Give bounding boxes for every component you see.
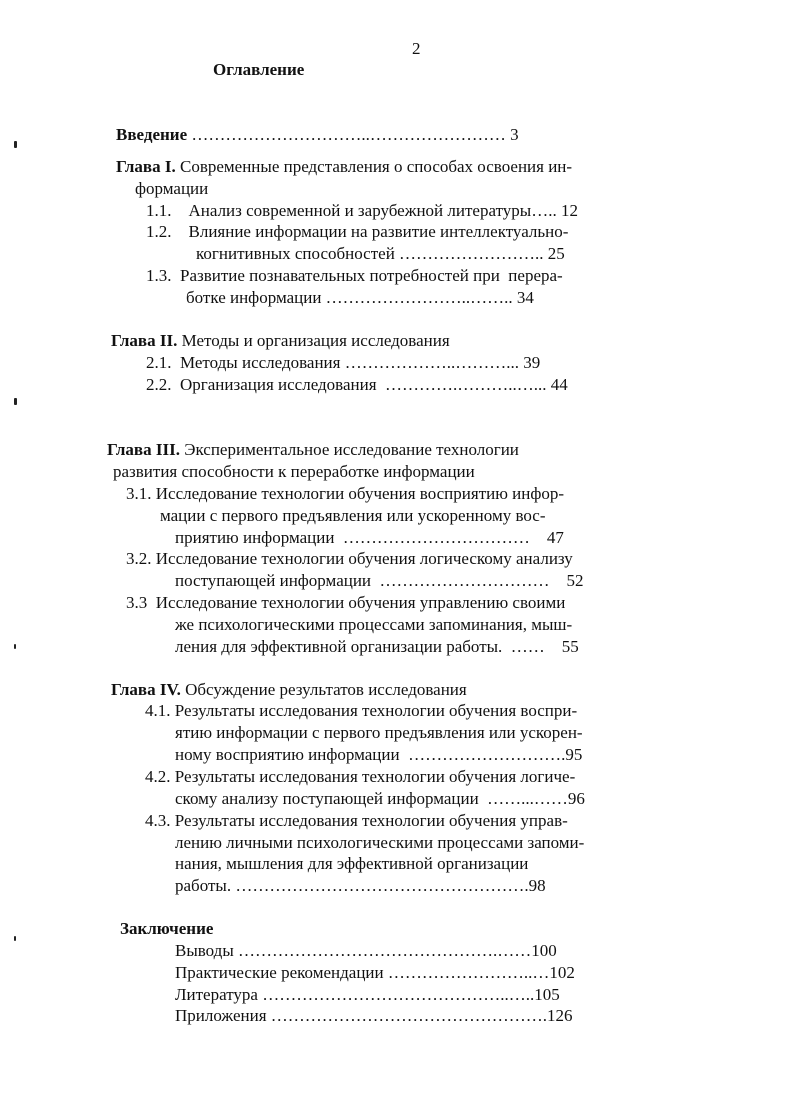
toc-conclusion[interactable]: Заключение xyxy=(120,919,214,938)
toc-chapter3-label: Глава III. xyxy=(107,440,180,459)
toc-section-4-3-cont2: нания, мышления для эффективной организации xyxy=(175,854,529,873)
toc-chapter4-title[interactable] xyxy=(111,679,467,701)
toc-section-3-2-cont: поступающей информации ………………………… 52 xyxy=(175,571,584,590)
toc-section-2-2[interactable]: 2.2. Организация исследования ………….………..…... 44 xyxy=(146,375,568,394)
page-number: 2 xyxy=(412,39,421,58)
toc-intro-label: Введение xyxy=(116,125,188,144)
scan-mark xyxy=(14,398,17,405)
toc-section-3-3-cont: же психологическими процессами запоминания, мыш- xyxy=(175,615,573,634)
toc-section-1-2[interactable]: 1.2. Влияние информации на развитие интеллектуально- xyxy=(146,222,569,241)
toc-chapter3-text: Экспериментальное исследование технологии xyxy=(179,440,519,459)
toc-intro-leader: …………………………..…………………… 3 xyxy=(187,125,519,144)
toc-chapter3-title[interactable] xyxy=(107,439,519,461)
toc-section-3-3[interactable]: 3.3 Исследование технологии обучения управлению своими xyxy=(126,593,566,612)
scan-mark xyxy=(14,644,16,649)
toc-section-3-3-cont2: ления для эффективной организации работы. …… 55 xyxy=(175,637,579,656)
toc-section-4-3[interactable]: 4.3. Результаты исследования технологии обучения управ- xyxy=(145,811,568,830)
toc-intro[interactable] xyxy=(116,124,519,146)
toc-section-4-3-cont: лению личными психологическими процессами запоми- xyxy=(175,833,585,852)
toc-chapter2-title[interactable] xyxy=(111,330,450,352)
toc-chapter2-label: Глава II. xyxy=(111,331,178,350)
toc-section-1-1[interactable]: 1.1. Анализ современной и зарубежной литературы….. 12 xyxy=(146,201,578,220)
toc-section-4-2-cont: скому анализу поступающей информации ……...……96 xyxy=(175,789,585,808)
page-title: Оглавление xyxy=(213,60,305,79)
toc-section-4-3-cont3: работы. …………………………………………….98 xyxy=(175,876,546,895)
toc-section-3-1-cont2: приятию информации …………………………… 47 xyxy=(175,528,564,547)
toc-section-2-1[interactable]: 2.1. Методы исследования ………………..………... 39 xyxy=(146,353,541,372)
toc-chapter4-label: Глава IV. xyxy=(111,680,181,699)
toc-section-4-1[interactable]: 4.1. Результаты исследования технологии обучения воспри- xyxy=(145,701,578,720)
scan-mark xyxy=(14,936,16,941)
toc-section-4-1-cont: ятию информации с первого предъявления или ускорен- xyxy=(175,723,583,742)
toc-chapter3-title-cont: развития способности к переработке информации xyxy=(113,462,475,481)
toc-conclusion-literature[interactable]: Литература ……………………………………..…..105 xyxy=(175,985,560,1004)
toc-section-4-1-cont2: ному восприятию информации ……………………….95 xyxy=(175,745,583,764)
toc-chapter1-title-cont: формации xyxy=(135,179,209,198)
toc-chapter4-text: Обсуждение результатов исследования xyxy=(180,680,467,699)
toc-conclusion-findings[interactable]: Выводы ……………………………………….……100 xyxy=(175,941,557,960)
toc-conclusion-appendices[interactable]: Приложения ………………………………………….126 xyxy=(175,1006,573,1025)
toc-section-1-3[interactable]: 1.3. Развитие познавательных потребностей при перера- xyxy=(146,266,563,285)
toc-section-4-2[interactable]: 4.2. Результаты исследования технологии обучения логиче- xyxy=(145,767,576,786)
toc-chapter1-title[interactable] xyxy=(116,156,572,178)
toc-section-3-2[interactable]: 3.2. Исследование технологии обучения логическому анализу xyxy=(126,549,573,568)
toc-section-1-3-cont: ботке информации ……………………..…….. 34 xyxy=(186,288,534,307)
toc-section-3-1-cont: мации с первого предъявления или ускоренному вос- xyxy=(160,506,546,525)
toc-section-1-2-cont: когнитивных способностей …………………….. 25 xyxy=(196,244,565,263)
toc-chapter1-label: Глава I. xyxy=(116,157,176,176)
toc-conclusion-recommendations[interactable]: Практические рекомендации ……………………..…102 xyxy=(175,963,575,982)
toc-section-3-1[interactable]: 3.1. Исследование технологии обучения восприятию инфор- xyxy=(126,484,565,503)
toc-chapter1-text: Современные представления о способах освоения ин- xyxy=(175,157,573,176)
toc-chapter2-text: Методы и организация исследования xyxy=(177,331,450,350)
scan-mark xyxy=(14,141,17,148)
